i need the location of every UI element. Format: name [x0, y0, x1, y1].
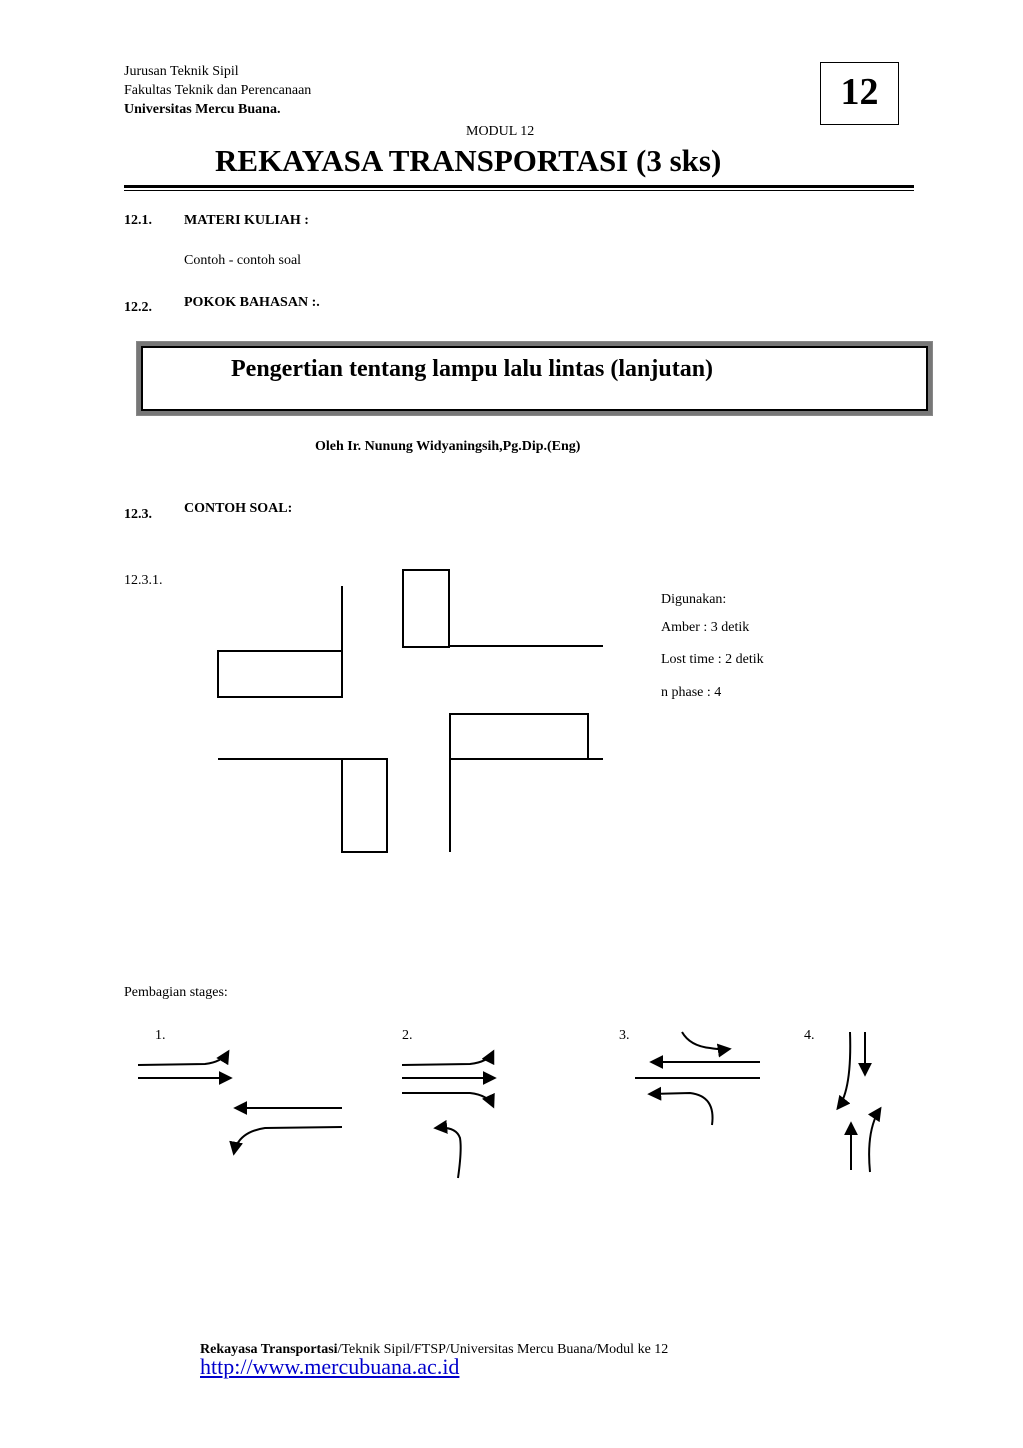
stage-3-arrows — [635, 1032, 760, 1125]
page-number-box: 12 — [820, 62, 899, 125]
section-heading: CONTOH SOAL: — [184, 501, 293, 516]
modul-label: MODUL 12 — [466, 124, 535, 139]
footer-details: /Teknik Sipil/FTSP/Universitas Mercu Buana/Modul ke 12 — [337, 1342, 669, 1357]
header-university: Universitas Mercu Buana. — [124, 102, 281, 117]
stage-number-4: 4. — [804, 1028, 815, 1043]
footer-course: Rekayasa Transportasi — [200, 1342, 338, 1357]
section-number: 12.2. — [124, 300, 152, 315]
intersection-diagram — [218, 570, 603, 852]
section-number: 12.1. — [124, 213, 152, 228]
subsection-number: 12.3.1. — [124, 573, 163, 588]
topic-title: Pengertian tentang lampu lalu lintas (lanjutan) — [231, 356, 714, 382]
stage-1-arrows — [138, 1052, 342, 1153]
author-line: Oleh Ir. Nunung Widyaningsih,Pg.Dip.(Eng) — [315, 439, 581, 454]
given-amber: Amber : 3 detik — [661, 620, 750, 635]
given-label: Digunakan: — [661, 592, 727, 607]
stage-number-3: 3. — [619, 1028, 630, 1043]
stage-number-2: 2. — [402, 1028, 413, 1043]
page-title: REKAYASA TRANSPORTASI (3 sks) — [215, 143, 722, 178]
given-lost-time: Lost time : 2 detik — [661, 652, 764, 667]
stage-2-arrows — [402, 1052, 494, 1178]
header-dept: Jurusan Teknik Sipil — [124, 64, 239, 79]
stage-4-arrows — [838, 1032, 880, 1172]
section-heading: POKOK BAHASAN :. — [184, 295, 320, 310]
footer-website-link[interactable]: http://www.mercubuana.ac.id — [200, 1354, 460, 1379]
section-text: Contoh - contoh soal — [184, 253, 302, 268]
section-heading: MATERI KULIAH : — [184, 213, 309, 228]
section-number: 12.3. — [124, 507, 152, 522]
header-faculty: Fakultas Teknik dan Perencanaan — [124, 83, 312, 98]
stage-number-1: 1. — [155, 1028, 166, 1043]
stages-label: Pembagian stages: — [124, 985, 228, 1000]
given-phase: n phase : 4 — [661, 685, 722, 700]
